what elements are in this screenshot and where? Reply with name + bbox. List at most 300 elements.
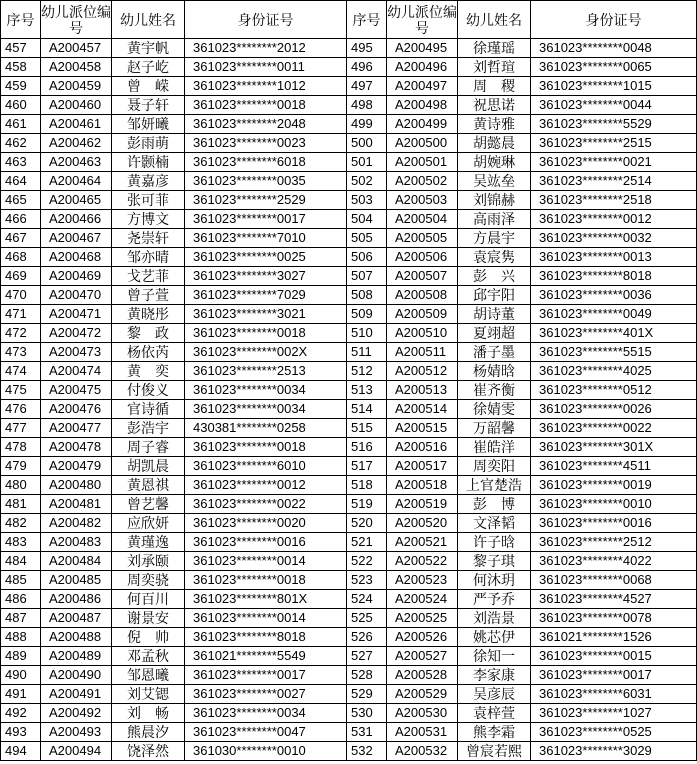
cell-seq-left: 465 [1,191,41,210]
cell-seq-right: 502 [347,172,387,191]
cell-name-right: 吴竑垒 [458,172,531,191]
cell-name-right: 杨婧晗 [458,362,531,381]
cell-id-right: 361023********0048 [531,39,697,58]
table-row [1,210,697,229]
table-row [1,419,697,438]
cell-name-right: 刘哲瑄 [458,58,531,77]
cell-code-right: A200515 [387,419,458,438]
cell-code-left: A200468 [41,248,112,267]
cell-seq-left: 477 [1,419,41,438]
table-row [1,742,697,761]
cell-id-left: 361023********2529 [185,191,347,210]
cell-id-right: 361023********0512 [531,381,697,400]
cell-id-left: 361023********6018 [185,153,347,172]
cell-name-left: 黄嘉彦 [112,172,185,191]
cell-name-left: 胡凯晨 [112,457,185,476]
cell-seq-left: 470 [1,286,41,305]
cell-seq-right: 528 [347,666,387,685]
cell-code-right: A200498 [387,96,458,115]
cell-code-left: A200478 [41,438,112,457]
cell-seq-right: 506 [347,248,387,267]
cell-name-left: 黄恩祺 [112,476,185,495]
table-row [1,476,697,495]
cell-code-left: A200464 [41,172,112,191]
cell-id-right: 361023********2514 [531,172,697,191]
cell-code-left: A200484 [41,552,112,571]
cell-id-left: 361023********0014 [185,552,347,571]
cell-id-right: 361023********0525 [531,723,697,742]
cell-seq-left: 473 [1,343,41,362]
cell-id-right: 361023********0026 [531,400,697,419]
table-row [1,628,697,647]
cell-name-left: 黄宇帆 [112,39,185,58]
cell-code-left: A200485 [41,571,112,590]
cell-code-left: A200491 [41,685,112,704]
table-row [1,647,697,666]
cell-code-right: A200527 [387,647,458,666]
cell-seq-left: 471 [1,305,41,324]
cell-name-right: 曾宸若熙 [458,742,531,761]
cell-id-left: 361030********0010 [185,742,347,761]
cell-seq-right: 530 [347,704,387,723]
cell-name-left: 杨依芮 [112,343,185,362]
cell-name-right: 邱宇阳 [458,286,531,305]
cell-name-left: 黄晓彤 [112,305,185,324]
cell-id-left: 361023********3021 [185,305,347,324]
cell-seq-right: 496 [347,58,387,77]
cell-code-left: A200493 [41,723,112,742]
table-row [1,514,697,533]
table-row [1,134,697,153]
table-row [1,324,697,343]
cell-id-left: 361023********0018 [185,438,347,457]
table-row [1,552,697,571]
cell-code-right: A200510 [387,324,458,343]
cell-name-right: 袁梓萱 [458,704,531,723]
cell-name-right: 胡婉琳 [458,153,531,172]
cell-code-right: A200501 [387,153,458,172]
cell-seq-right: 518 [347,476,387,495]
cell-name-left: 黎 政 [112,324,185,343]
cell-id-left: 361023********6010 [185,457,347,476]
cell-name-left: 曾子萱 [112,286,185,305]
table-row [1,153,697,172]
cell-id-right: 361023********4025 [531,362,697,381]
cell-name-right: 周 稷 [458,77,531,96]
cell-code-right: A200500 [387,134,458,153]
cell-seq-right: 532 [347,742,387,761]
cell-id-left: 361023********8018 [185,628,347,647]
cell-seq-left: 462 [1,134,41,153]
table-body [1,39,697,761]
cell-seq-right: 499 [347,115,387,134]
cell-seq-left: 489 [1,647,41,666]
cell-id-right: 361023********2518 [531,191,697,210]
cell-seq-right: 515 [347,419,387,438]
cell-seq-right: 500 [347,134,387,153]
cell-seq-right: 512 [347,362,387,381]
cell-name-left: 许颢楠 [112,153,185,172]
table-row [1,438,697,457]
cell-seq-right: 524 [347,590,387,609]
cell-id-left: 361023********2048 [185,115,347,134]
table-row [1,77,697,96]
cell-code-left: A200465 [41,191,112,210]
cell-seq-left: 483 [1,533,41,552]
cell-id-left: 361023********0023 [185,134,347,153]
table-row [1,248,697,267]
cell-id-right: 361023********0068 [531,571,697,590]
cell-name-left: 刘 畅 [112,704,185,723]
cell-id-right: 361023********4511 [531,457,697,476]
cell-code-right: A200522 [387,552,458,571]
cell-seq-left: 481 [1,495,41,514]
cell-seq-left: 485 [1,571,41,590]
cell-id-left: 361023********7029 [185,286,347,305]
cell-seq-left: 482 [1,514,41,533]
cell-name-left: 黄 奕 [112,362,185,381]
cell-code-left: A200487 [41,609,112,628]
cell-name-left: 邹亦晴 [112,248,185,267]
header-code-left: 幼儿派位编号 [41,1,112,39]
cell-seq-right: 529 [347,685,387,704]
cell-code-left: A200457 [41,39,112,58]
cell-id-right: 361023********0012 [531,210,697,229]
cell-name-left: 熊晨汐 [112,723,185,742]
cell-seq-right: 513 [347,381,387,400]
header-seq-right: 序号 [347,1,387,39]
cell-seq-right: 497 [347,77,387,96]
cell-seq-right: 523 [347,571,387,590]
cell-name-left: 周奕骁 [112,571,185,590]
cell-name-right: 上官楚浩 [458,476,531,495]
cell-seq-right: 514 [347,400,387,419]
table-row [1,305,697,324]
cell-id-right: 361023********8018 [531,267,697,286]
cell-name-right: 袁宸隽 [458,248,531,267]
cell-id-left: 361023********2513 [185,362,347,381]
cell-name-left: 尧崇轩 [112,229,185,248]
cell-id-left: 361023********0016 [185,533,347,552]
cell-name-left: 邹恩曦 [112,666,185,685]
cell-seq-right: 517 [347,457,387,476]
cell-seq-left: 461 [1,115,41,134]
cell-code-left: A200488 [41,628,112,647]
cell-id-right: 361023********0049 [531,305,697,324]
cell-seq-right: 509 [347,305,387,324]
cell-name-right: 黎子琪 [458,552,531,571]
cell-code-left: A200462 [41,134,112,153]
cell-code-right: A200513 [387,381,458,400]
cell-code-right: A200502 [387,172,458,191]
table-row [1,362,697,381]
cell-id-left: 361023********0027 [185,685,347,704]
cell-id-right: 361021********1526 [531,628,697,647]
cell-name-left: 聂子轩 [112,96,185,115]
cell-code-right: A200505 [387,229,458,248]
table-row [1,666,697,685]
cell-code-left: A200480 [41,476,112,495]
cell-seq-right: 505 [347,229,387,248]
cell-seq-left: 478 [1,438,41,457]
cell-code-left: A200473 [41,343,112,362]
cell-code-left: A200489 [41,647,112,666]
cell-code-left: A200494 [41,742,112,761]
cell-id-right: 361023********2515 [531,134,697,153]
cell-code-right: A200525 [387,609,458,628]
cell-name-right: 万韶馨 [458,419,531,438]
cell-seq-right: 521 [347,533,387,552]
cell-name-right: 刘浩景 [458,609,531,628]
cell-seq-left: 457 [1,39,41,58]
cell-name-right: 潘子墨 [458,343,531,362]
cell-code-right: A200506 [387,248,458,267]
cell-code-right: A200524 [387,590,458,609]
cell-name-left: 曾 嵘 [112,77,185,96]
cell-name-right: 方晨宇 [458,229,531,248]
cell-id-right: 361023********0019 [531,476,697,495]
cell-seq-left: 464 [1,172,41,191]
cell-seq-right: 495 [347,39,387,58]
header-id-right: 身份证号 [531,1,697,39]
cell-id-right: 361023********1027 [531,704,697,723]
cell-name-right: 崔齐衡 [458,381,531,400]
cell-id-left: 361023********0034 [185,381,347,400]
table-row [1,723,697,742]
table-row [1,191,697,210]
header-row [1,1,697,39]
cell-id-right: 361023********0044 [531,96,697,115]
cell-id-right: 361023********0078 [531,609,697,628]
cell-seq-right: 503 [347,191,387,210]
cell-seq-left: 460 [1,96,41,115]
cell-code-right: A200514 [387,400,458,419]
cell-code-right: A200495 [387,39,458,58]
header-code-right: 幼儿派位编号 [387,1,458,39]
cell-id-left: 361023********0017 [185,666,347,685]
cell-id-left: 361021********5549 [185,647,347,666]
cell-name-left: 刘承颐 [112,552,185,571]
cell-name-right: 黄诗雅 [458,115,531,134]
cell-code-right: A200530 [387,704,458,723]
cell-name-left: 官诗循 [112,400,185,419]
cell-name-left: 付俊义 [112,381,185,400]
cell-name-right: 徐知一 [458,647,531,666]
cell-code-right: A200532 [387,742,458,761]
cell-name-left: 倪 帅 [112,628,185,647]
cell-id-left: 361023********0034 [185,400,347,419]
cell-code-right: A200511 [387,343,458,362]
cell-code-left: A200486 [41,590,112,609]
cell-code-right: A200523 [387,571,458,590]
cell-id-right: 361023********301X [531,438,697,457]
cell-code-left: A200474 [41,362,112,381]
table-row [1,685,697,704]
cell-seq-left: 475 [1,381,41,400]
cell-id-left: 361023********0025 [185,248,347,267]
cell-seq-left: 480 [1,476,41,495]
table-row [1,609,697,628]
header-seq-left: 序号 [1,1,41,39]
cell-name-left: 方博文 [112,210,185,229]
cell-name-left: 邹妍曦 [112,115,185,134]
cell-id-left: 361023********0034 [185,704,347,723]
cell-seq-right: 519 [347,495,387,514]
cell-name-left: 彭浩宇 [112,419,185,438]
cell-code-left: A200482 [41,514,112,533]
cell-code-left: A200467 [41,229,112,248]
cell-name-right: 祝思诺 [458,96,531,115]
cell-name-right: 夏翊超 [458,324,531,343]
cell-code-right: A200512 [387,362,458,381]
cell-id-left: 361023********0047 [185,723,347,742]
cell-code-right: A200507 [387,267,458,286]
cell-name-right: 彭 兴 [458,267,531,286]
cell-code-left: A200490 [41,666,112,685]
cell-name-left: 戈艺菲 [112,267,185,286]
cell-name-right: 彭 博 [458,495,531,514]
table-row [1,533,697,552]
cell-seq-right: 526 [347,628,387,647]
cell-id-left: 361023********0012 [185,476,347,495]
cell-name-right: 胡懿晨 [458,134,531,153]
cell-name-right: 刘锦赫 [458,191,531,210]
header-name-right: 幼儿姓名 [458,1,531,39]
cell-seq-right: 508 [347,286,387,305]
cell-id-right: 361023********5515 [531,343,697,362]
cell-id-left: 361023********2012 [185,39,347,58]
cell-id-left: 361023********0020 [185,514,347,533]
cell-id-right: 361023********5529 [531,115,697,134]
table-row [1,172,697,191]
table-row [1,343,697,362]
table-row [1,400,697,419]
table-row [1,571,697,590]
cell-id-right: 361023********0065 [531,58,697,77]
cell-seq-left: 493 [1,723,41,742]
cell-seq-left: 479 [1,457,41,476]
cell-seq-left: 466 [1,210,41,229]
cell-seq-left: 487 [1,609,41,628]
cell-seq-right: 520 [347,514,387,533]
cell-seq-left: 492 [1,704,41,723]
table-row [1,39,697,58]
cell-seq-left: 458 [1,58,41,77]
table-row [1,267,697,286]
cell-code-left: A200483 [41,533,112,552]
cell-code-left: A200492 [41,704,112,723]
cell-name-right: 何沐玥 [458,571,531,590]
cell-seq-right: 531 [347,723,387,742]
cell-id-right: 361023********0013 [531,248,697,267]
cell-seq-left: 488 [1,628,41,647]
cell-id-right: 361023********0022 [531,419,697,438]
cell-seq-left: 469 [1,267,41,286]
cell-code-right: A200519 [387,495,458,514]
cell-code-left: A200463 [41,153,112,172]
table-row [1,115,697,134]
cell-name-right: 周奕阳 [458,457,531,476]
cell-name-left: 应欣妍 [112,514,185,533]
cell-seq-left: 486 [1,590,41,609]
cell-id-right: 361023********0017 [531,666,697,685]
cell-name-left: 曾艺馨 [112,495,185,514]
cell-seq-right: 510 [347,324,387,343]
cell-code-right: A200526 [387,628,458,647]
cell-id-right: 361023********2512 [531,533,697,552]
cell-seq-left: 491 [1,685,41,704]
cell-code-left: A200472 [41,324,112,343]
cell-id-right: 361023********4022 [531,552,697,571]
cell-seq-right: 507 [347,267,387,286]
cell-seq-right: 504 [347,210,387,229]
cell-code-right: A200520 [387,514,458,533]
cell-seq-left: 474 [1,362,41,381]
cell-seq-left: 476 [1,400,41,419]
cell-id-left: 430381********0258 [185,419,347,438]
cell-name-right: 胡诗董 [458,305,531,324]
cell-id-left: 361023********0022 [185,495,347,514]
cell-seq-left: 459 [1,77,41,96]
cell-code-right: A200503 [387,191,458,210]
cell-id-right: 361023********4527 [531,590,697,609]
cell-code-left: A200477 [41,419,112,438]
cell-code-left: A200458 [41,58,112,77]
cell-id-right: 361023********401X [531,324,697,343]
cell-code-right: A200497 [387,77,458,96]
cell-name-right: 李家康 [458,666,531,685]
table-row [1,229,697,248]
cell-code-left: A200475 [41,381,112,400]
table-row [1,457,697,476]
cell-seq-left: 490 [1,666,41,685]
cell-id-left: 361023********0018 [185,571,347,590]
cell-id-right: 361023********1015 [531,77,697,96]
cell-id-left: 361023********1012 [185,77,347,96]
cell-seq-right: 511 [347,343,387,362]
cell-id-left: 361023********0014 [185,609,347,628]
cell-code-right: A200518 [387,476,458,495]
cell-seq-left: 484 [1,552,41,571]
cell-id-right: 361023********0016 [531,514,697,533]
cell-code-left: A200466 [41,210,112,229]
cell-seq-left: 467 [1,229,41,248]
header-name-left: 幼儿姓名 [112,1,185,39]
cell-id-left: 361023********801X [185,590,347,609]
cell-seq-right: 522 [347,552,387,571]
cell-code-left: A200459 [41,77,112,96]
cell-name-left: 邓孟秋 [112,647,185,666]
cell-code-right: A200499 [387,115,458,134]
cell-id-left: 361023********0018 [185,324,347,343]
cell-id-left: 361023********0011 [185,58,347,77]
cell-id-right: 361023********0032 [531,229,697,248]
cell-name-left: 黄瑾逸 [112,533,185,552]
cell-name-left: 何百川 [112,590,185,609]
cell-code-right: A200528 [387,666,458,685]
cell-name-right: 崔皓洋 [458,438,531,457]
cell-code-right: A200496 [387,58,458,77]
cell-id-right: 361023********0036 [531,286,697,305]
table-row [1,590,697,609]
cell-name-right: 许子晗 [458,533,531,552]
cell-seq-right: 501 [347,153,387,172]
cell-name-right: 吴彦辰 [458,685,531,704]
cell-seq-right: 516 [347,438,387,457]
table-row [1,286,697,305]
cell-code-left: A200476 [41,400,112,419]
cell-code-right: A200508 [387,286,458,305]
